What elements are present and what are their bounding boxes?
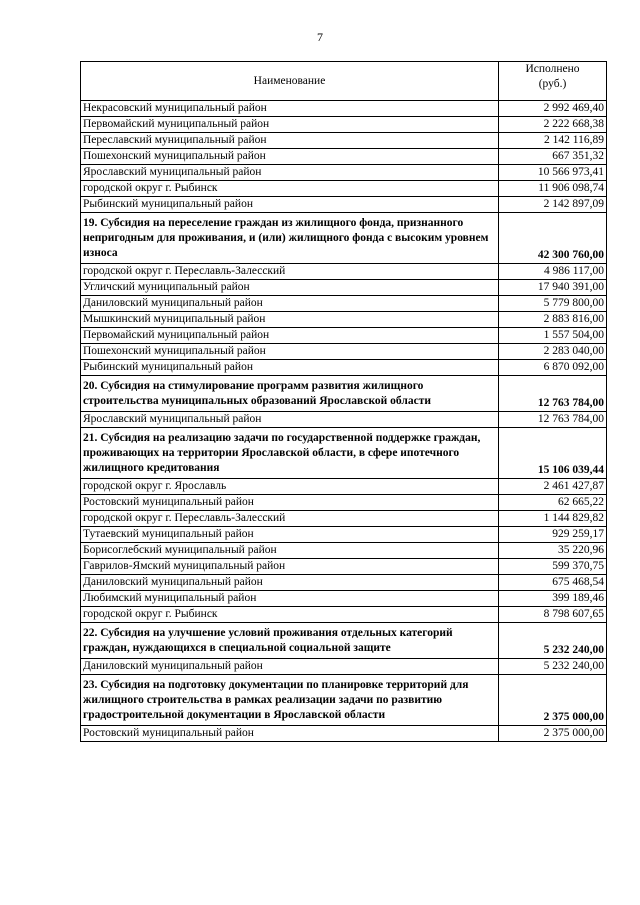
row-amount: 4 986 117,00 bbox=[499, 264, 607, 280]
row-amount: 5 779 800,00 bbox=[499, 296, 607, 312]
row-name: городской округ г. Переславль-Залесский bbox=[81, 511, 499, 527]
row-name: Угличский муниципальный район bbox=[81, 280, 499, 296]
row-name: Мышкинский муниципальный район bbox=[81, 312, 499, 328]
row-name: Пошехонский муниципальный район bbox=[81, 149, 499, 165]
table-row bbox=[81, 165, 607, 181]
row-name: Рыбинский муниципальный район bbox=[81, 360, 499, 376]
section-total: 12 763 784,00 bbox=[499, 376, 607, 412]
table-row bbox=[81, 296, 607, 312]
row-name: Любимский муниципальный район bbox=[81, 591, 499, 607]
table-row bbox=[81, 412, 607, 428]
table-row bbox=[81, 101, 607, 117]
table-row bbox=[81, 479, 607, 495]
table-row bbox=[81, 527, 607, 543]
row-name: Ярославский муниципальный район bbox=[81, 412, 499, 428]
section-title: 21. Субсидия на реализацию задачи по государственной поддержке граждан, проживающих на территории Ярославской области, в сфере ипотечного жилищного кредитования bbox=[81, 428, 499, 479]
row-name: Даниловский муниципальный район bbox=[81, 296, 499, 312]
row-amount: 12 763 784,00 bbox=[499, 412, 607, 428]
row-name: Даниловский муниципальный район bbox=[81, 659, 499, 675]
row-amount: 2 222 668,38 bbox=[499, 117, 607, 133]
row-amount: 1 557 504,00 bbox=[499, 328, 607, 344]
row-name: Даниловский муниципальный район bbox=[81, 575, 499, 591]
row-amount: 62 665,22 bbox=[499, 495, 607, 511]
row-amount: 2 461 427,87 bbox=[499, 479, 607, 495]
section-title: 20. Субсидия на стимулирование программ развития жилищного строительства муниципальных образований Ярославской области bbox=[81, 376, 499, 412]
section-total: 5 232 240,00 bbox=[499, 623, 607, 659]
section-total: 2 375 000,00 bbox=[499, 675, 607, 726]
section-title: 19. Субсидия на переселение граждан из жилищного фонда, признанного непригодным для проживания, и (или) жилищного фонда с высоким уровнем износа bbox=[81, 213, 499, 264]
table-row bbox=[81, 264, 607, 280]
table-header-row bbox=[81, 62, 607, 101]
table-row bbox=[81, 559, 607, 575]
table-row bbox=[81, 607, 607, 623]
row-name: городской округ г. Ярославль bbox=[81, 479, 499, 495]
row-name: городской округ г. Рыбинск bbox=[81, 181, 499, 197]
table-row bbox=[81, 328, 607, 344]
row-amount: 399 189,46 bbox=[499, 591, 607, 607]
header-name: Наименование bbox=[81, 62, 499, 101]
table-row bbox=[81, 495, 607, 511]
row-amount: 35 220,96 bbox=[499, 543, 607, 559]
section-row bbox=[81, 675, 607, 726]
row-amount: 8 798 607,65 bbox=[499, 607, 607, 623]
table-row bbox=[81, 511, 607, 527]
section-title: 22. Субсидия на улучшение условий проживания отдельных категорий граждан, нуждающихся в специальной социальной защите bbox=[81, 623, 499, 659]
row-amount: 6 870 092,00 bbox=[499, 360, 607, 376]
table-row bbox=[81, 360, 607, 376]
table-row bbox=[81, 575, 607, 591]
row-name: Переславский муниципальный район bbox=[81, 133, 499, 149]
table-row bbox=[81, 344, 607, 360]
budget-table bbox=[80, 61, 607, 742]
section-row bbox=[81, 428, 607, 479]
header-amount bbox=[499, 62, 607, 101]
row-name: Пошехонский муниципальный район bbox=[81, 344, 499, 360]
table-row bbox=[81, 181, 607, 197]
table-body bbox=[81, 101, 607, 742]
row-name: Гаврилов-Ямский муниципальный район bbox=[81, 559, 499, 575]
row-amount: 17 940 391,00 bbox=[499, 280, 607, 296]
table-row bbox=[81, 280, 607, 296]
section-row bbox=[81, 213, 607, 264]
row-amount: 5 232 240,00 bbox=[499, 659, 607, 675]
table-row bbox=[81, 117, 607, 133]
row-name: городской округ г. Переславль-Залесский bbox=[81, 264, 499, 280]
row-amount: 2 883 816,00 bbox=[499, 312, 607, 328]
section-total: 15 106 039,44 bbox=[499, 428, 607, 479]
table-row bbox=[81, 543, 607, 559]
row-amount: 929 259,17 bbox=[499, 527, 607, 543]
row-name: Некрасовский муниципальный район bbox=[81, 101, 499, 117]
row-amount: 2 142 116,89 bbox=[499, 133, 607, 149]
table-row bbox=[81, 312, 607, 328]
row-amount: 2 375 000,00 bbox=[499, 726, 607, 742]
page-number: 7 bbox=[317, 30, 323, 44]
row-name: Ярославский муниципальный район bbox=[81, 165, 499, 181]
table-row bbox=[81, 133, 607, 149]
table-row bbox=[81, 149, 607, 165]
row-amount: 10 566 973,41 bbox=[499, 165, 607, 181]
section-row bbox=[81, 623, 607, 659]
table-row bbox=[81, 726, 607, 742]
row-name: Тутаевский муниципальный район bbox=[81, 527, 499, 543]
table-row bbox=[81, 197, 607, 213]
row-name: Ростовский муниципальный район bbox=[81, 495, 499, 511]
row-amount: 675 468,54 bbox=[499, 575, 607, 591]
row-amount: 1 144 829,82 bbox=[499, 511, 607, 527]
row-amount: 599 370,75 bbox=[499, 559, 607, 575]
table-row bbox=[81, 659, 607, 675]
header-amount-line1: Исполнено bbox=[525, 63, 580, 75]
row-name: Первомайский муниципальный район bbox=[81, 117, 499, 133]
row-amount: 2 283 040,00 bbox=[499, 344, 607, 360]
row-name: Борисоглебский муниципальный район bbox=[81, 543, 499, 559]
row-amount: 2 142 897,09 bbox=[499, 197, 607, 213]
header-amount-line2: (руб.) bbox=[538, 78, 567, 90]
section-row bbox=[81, 376, 607, 412]
section-total: 42 300 760,00 bbox=[499, 213, 607, 264]
row-name: городской округ г. Рыбинск bbox=[81, 607, 499, 623]
row-name: Первомайский муниципальный район bbox=[81, 328, 499, 344]
row-amount: 667 351,32 bbox=[499, 149, 607, 165]
row-amount: 2 992 469,40 bbox=[499, 101, 607, 117]
row-name: Ростовский муниципальный район bbox=[81, 726, 499, 742]
section-title: 23. Субсидия на подготовку документации по планировке территорий для жилищного строительства в рамках реализации задачи по развитию градостроительной документации в Ярославской области bbox=[81, 675, 499, 726]
row-name: Рыбинский муниципальный район bbox=[81, 197, 499, 213]
table-row bbox=[81, 591, 607, 607]
row-amount: 11 906 098,74 bbox=[499, 181, 607, 197]
